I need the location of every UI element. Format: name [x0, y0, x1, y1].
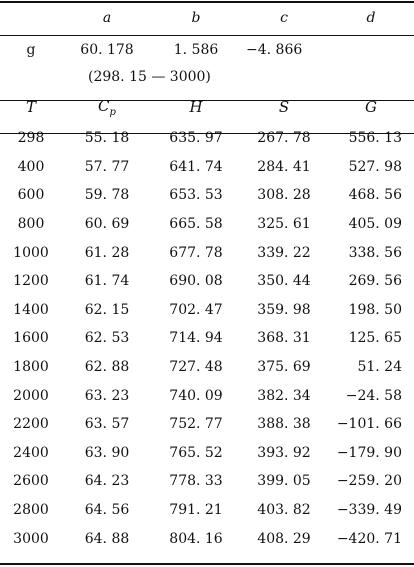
table-row — [0, 381, 414, 410]
temperature-range: (298. 15 — 3000) — [88, 69, 211, 85]
cell-gibbs: 125. 65 — [348, 330, 402, 347]
cell-entropy: 325. 61 — [257, 216, 311, 233]
cell-enthalpy: 752. 77 — [169, 416, 223, 433]
cell-heat-capacity: 64. 88 — [84, 530, 130, 547]
cell-gibbs: −259. 20 — [336, 473, 402, 490]
column-header-row — [0, 90, 414, 124]
header-d: d — [366, 9, 376, 26]
table-row — [0, 267, 414, 296]
table-row — [0, 296, 414, 325]
coefficient-a: 60. 178 — [80, 41, 134, 58]
coefficient-header-row — [0, 0, 414, 35]
cell-entropy: 375. 69 — [257, 359, 311, 376]
cell-gibbs: 405. 09 — [348, 216, 402, 233]
cell-enthalpy: 765. 52 — [169, 444, 223, 461]
column-header-S: S — [278, 98, 290, 116]
cell-gibbs: 527. 98 — [348, 158, 402, 175]
cell-entropy: 408. 29 — [257, 530, 311, 547]
column-header-H: H — [189, 98, 203, 116]
cell-gibbs: 198. 50 — [348, 301, 402, 318]
cell-temperature: 2400 — [13, 444, 49, 461]
cell-entropy: 308. 28 — [257, 187, 311, 204]
cell-temperature: 2200 — [13, 416, 49, 433]
cell-temperature: 1600 — [13, 330, 49, 347]
cell-heat-capacity: 62. 53 — [84, 330, 130, 347]
table-row — [0, 238, 414, 267]
cell-heat-capacity: 60. 69 — [84, 216, 130, 233]
column-header-T: T — [25, 98, 36, 116]
cell-temperature: 2000 — [13, 387, 49, 404]
cell-gibbs: 556. 13 — [348, 130, 402, 147]
cell-temperature: 2800 — [13, 502, 49, 519]
cell-temperature: 1800 — [13, 359, 49, 376]
cell-heat-capacity: 64. 23 — [84, 473, 130, 490]
table-row — [0, 324, 414, 353]
cell-enthalpy: 714. 94 — [169, 330, 223, 347]
cell-entropy: 359. 98 — [257, 301, 311, 318]
bottom-rule — [0, 563, 414, 565]
cell-temperature: 400 — [17, 158, 45, 175]
cell-heat-capacity: 61. 74 — [84, 273, 130, 290]
phase-label: g — [26, 41, 36, 58]
cell-heat-capacity: 59. 78 — [84, 187, 130, 204]
cell-gibbs: 468. 56 — [348, 187, 402, 204]
cell-heat-capacity: 61. 28 — [84, 244, 130, 261]
cell-temperature: 298 — [17, 130, 45, 147]
cell-heat-capacity: 63. 57 — [84, 416, 130, 433]
cell-temperature: 800 — [17, 216, 45, 233]
cell-enthalpy: 690. 08 — [169, 273, 223, 290]
data-rows — [0, 124, 414, 553]
cell-gibbs: −101. 66 — [336, 416, 402, 433]
cell-enthalpy: 677. 78 — [169, 244, 223, 261]
cell-entropy: 267. 78 — [257, 130, 311, 147]
cell-entropy: 382. 34 — [257, 387, 311, 404]
cell-gibbs: 269. 56 — [348, 273, 402, 290]
cell-heat-capacity: 63. 23 — [84, 387, 130, 404]
column-header-Cp-main: C — [98, 96, 110, 115]
table-row — [0, 153, 414, 182]
cell-heat-capacity: 57. 77 — [84, 158, 130, 175]
cell-temperature: 600 — [17, 187, 45, 204]
cell-heat-capacity: 64. 56 — [84, 502, 130, 519]
cell-entropy: 339. 22 — [257, 244, 311, 261]
table-row — [0, 181, 414, 210]
cell-entropy: 368. 31 — [257, 330, 311, 347]
column-header-Cp — [62, 90, 152, 124]
header-c: c — [280, 9, 288, 26]
table-row — [0, 524, 414, 553]
cell-gibbs: 51. 24 — [357, 359, 402, 376]
coefficient-c: −4. 866 — [246, 41, 303, 58]
cell-temperature: 1000 — [13, 244, 49, 261]
column-header-Cp-subscript: p — [109, 106, 116, 118]
coefficient-b: 1. 586 — [173, 41, 219, 58]
cell-temperature: 1200 — [13, 273, 49, 290]
cell-enthalpy: 740. 09 — [169, 387, 223, 404]
cell-temperature: 1400 — [13, 301, 49, 318]
header-a: a — [102, 9, 112, 26]
cell-temperature: 3000 — [13, 530, 49, 547]
temperature-range-row — [0, 64, 414, 90]
table-row — [0, 124, 414, 153]
cell-enthalpy: 702. 47 — [169, 301, 223, 318]
cell-heat-capacity: 62. 88 — [84, 359, 130, 376]
phase-coefficient-row — [0, 35, 414, 64]
cell-enthalpy: 778. 33 — [169, 473, 223, 490]
cell-gibbs: −179. 90 — [336, 444, 402, 461]
cell-gibbs: −339. 49 — [336, 502, 402, 519]
cell-enthalpy: 727. 48 — [169, 359, 223, 376]
cell-gibbs: −24. 58 — [345, 387, 402, 404]
table-row — [0, 210, 414, 239]
table-row — [0, 467, 414, 496]
coefficient-d — [328, 35, 414, 64]
cell-enthalpy: 641. 74 — [169, 158, 223, 175]
cell-enthalpy: 804. 16 — [169, 530, 223, 547]
cell-gibbs: 338. 56 — [348, 244, 402, 261]
cell-enthalpy: 791. 21 — [169, 502, 223, 519]
cell-entropy: 403. 82 — [257, 502, 311, 519]
cell-entropy: 388. 38 — [257, 416, 311, 433]
cell-temperature: 2600 — [13, 473, 49, 490]
cell-enthalpy: 653. 53 — [169, 187, 223, 204]
header-blank — [0, 0, 62, 35]
cell-heat-capacity: 63. 90 — [84, 444, 130, 461]
cell-enthalpy: 635. 97 — [169, 130, 223, 147]
column-header-G: G — [365, 98, 377, 116]
table-row — [0, 439, 414, 468]
cell-entropy: 399. 05 — [257, 473, 311, 490]
table-row — [0, 496, 414, 525]
table-row — [0, 410, 414, 439]
cell-entropy: 350. 44 — [257, 273, 311, 290]
header-b: b — [191, 9, 201, 26]
cell-heat-capacity: 55. 18 — [84, 130, 130, 147]
cell-entropy: 284. 41 — [257, 158, 311, 175]
table-row — [0, 353, 414, 382]
cell-enthalpy: 665. 58 — [169, 216, 223, 233]
cell-entropy: 393. 92 — [257, 444, 311, 461]
cell-heat-capacity: 62. 15 — [84, 301, 130, 318]
cell-gibbs: −420. 71 — [336, 530, 402, 547]
